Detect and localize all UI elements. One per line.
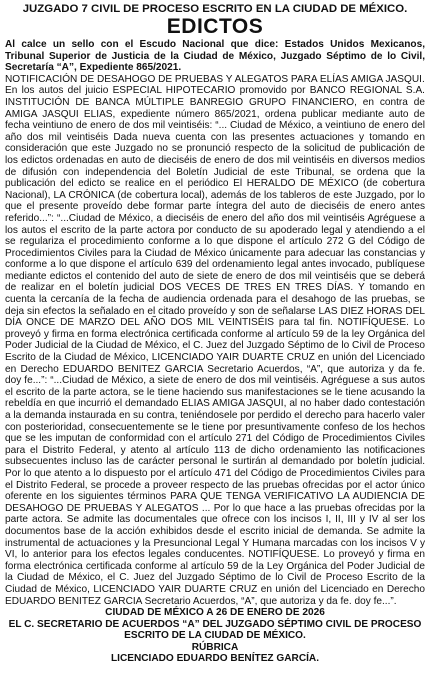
edict-body xyxy=(5,74,425,607)
signature-mark: RÚBRICA xyxy=(191,641,239,653)
seal-description: Al calce un sello con el Escudo Nacional que dice: Estados Unidos Mexicanos, Tribunal Superior de Justicia de la Ciudad de México, Juzgado Séptimo de lo Civil, Secretaría “A”, Expediente 865/2021. xyxy=(5,39,425,74)
court-header: JUZGADO 7 CIVIL DE PROCESO ESCRITO EN LA CIUDAD DE MÉXICO. xyxy=(22,3,408,15)
secretary-name: LICENCIADO EDUARDO BENÍTEZ GARCÍA. xyxy=(110,653,320,665)
body-paragraph: En los autos del juicio ESPECIAL HIPOTECARIO promovido por BANCO REGIONAL S.A. INSTITUCIÓN DE BANCA MÚLTIPLE BANREGIO GRUPO FINANCIERO, en contra de AMIGA JASQUI ELIAS, expediente número 865/2021, ordena publicar mediante auto de fecha veintiuno de enero de dos mil veintiséis: “... Ciudad de México, a veintiuno de enero del año dos mil veintiséis Dada nueva cuenta con las presentes actuaciones y tomando en consideración que este Juzgado no se pronunció respecto de la solicitud de publicación de los edictos ordenadas en auto de dieciséis de enero de dos mil veintiséis en diversos medios de difusión con independencia del Boletín Judicial de este Tribunal, se ordena que la publicación del edicto se realice en el periódico El HERALDO DE MÉXICO (de cobertura Nacional), LA CRÓNICA (de cobertura local), además de los tableros de este Juzgado, por lo que el presente proveído debe formar parte íntegra del auto de dieciséis de enero antes referido...”: “...Ciudad de México, a dieciséis de enero del año dos mil veintiséis Agréguese a los autos el escrito de la parte actora por conducto de su apoderado legal y atendiendo a el se regulariza el procedimiento conforme a lo que dispone el artículo 272 G del Código de Procedimientos Civiles para la Ciudad de México únicamente para adecuar las constancias y conforme a lo que dispone el artículo 639 del ordenamiento legal antes invocado, publíquese mediante edictos el contenido del auto de siete de enero de dos mil veintiséis que se deberá de realizar en el boletín judicial DOS VECES DE TRES EN TRES DÍAS. Y tomando en cuenta la cercanía de la fecha de audiencia ordenada para el desahogo de las pruebas, se deja sin efectos la señalado en el citado proveído y son de señalarse LAS DIEZ HORAS DEL DÍA ONCE DE MARZO DEL AÑO DOS MIL VEINTISÉIS para tal fin. NOTIFÍQUESE. Lo proveyó y firma en forma electrónica certificada conforme al artículo 59 de la ley Orgánica del Poder Judicial de la Ciudad de México, el C. Juez del Juzgado Séptimo de lo Civil de Proceso Escrito de la Ciudad de México, LICENCIADO YAIR DUARTE CRUZ en unión del Licenciado en Derecho EDUARDO BENITEZ GARCIA Secretario Acuerdos, “A”, que autoriza y da fe. doy fe...”: “...Ciudad de México, a siete de enero de dos mil veintiséis. Agréguese a sus autos el escrito de la parte actora, se le tiene haciendo sus manifestaciones se le tiene acusando la rebeldía en que incurrió el demandado ELIAS AMIGA JASQUI, al no haber dado contestación a la demanda instaurada en su contra, teniéndosele por perdido el derecho para hacerlo valer con posterioridad, consecuentemente se le tiene por presuntivamente confeso de los hechos que se les imputan de conformidad con el artículo 271 del Código de Procedimientos Civiles para el Distrito Federal, y atento al artículo 113 de dicho ordenamiento las notificaciones subsecuentes incluso las de carácter personal le surtirán al demandado por boletín judicial. Por lo que atento a lo dispuesto por el artículo 471 del Código de Procedimientos Civiles para el Distrito Federal, se procede a proveer respecto de las pruebas ofrecidas por el actor único oferente en los siguientes términos PARA QUE TENGA VERIFICATIVO LA AUDIENCIA DE DESAHOGO DE PRUEBAS Y ALEGATOS ... Por lo que hace a las pruebas ofrecidas por la parte actora. Se admite las documentales que ofrece con los incisos I, II, III y IV al ser los documentos base de la acción exhibidos desde el escrito inicial de demanda. Se admite la instrumental de actuaciones y la Presuncional Legal Y Humana marcadas con los incisos V y VI, lo anterior para los efectos legales conducentes. NOTIFÍQUESE. Lo proveyó y firma en forma electrónica certificada conforme al artículo 59 de la Ley Orgánica del Poder Judicial de la Ciudad de México, el C. Juez del Juzgado Séptimo de lo Civil de Proceso Escrito de la Ciudad de México, LICENCIADO YAIR DUARTE CRUZ en unión del Licenciado en Derecho EDUARDO BENITEZ GARCIA Secretario Acuerdos, “A”, que autoriza y da fe. doy fe...”. xyxy=(5,85,425,607)
issue-date: CIUDAD DE MÉXICO A 26 DE ENERO DE 2026 xyxy=(105,607,325,619)
document-title: EDICTOS xyxy=(166,15,264,38)
secretary-title: EL C. SECRETARIO DE ACUERDOS “A” DEL JUZGADO SÉPTIMO CIVIL DE PROCESO ESCRITO DE LA CIUDAD DE MÉXICO. xyxy=(8,618,422,642)
notification-line: NOTIFICACIÓN DE DESAHOGO DE PRUEBAS Y ALEGATOS PARA ELÍAS AMIGA JASQUI. xyxy=(5,73,425,85)
signature-block xyxy=(5,607,425,665)
